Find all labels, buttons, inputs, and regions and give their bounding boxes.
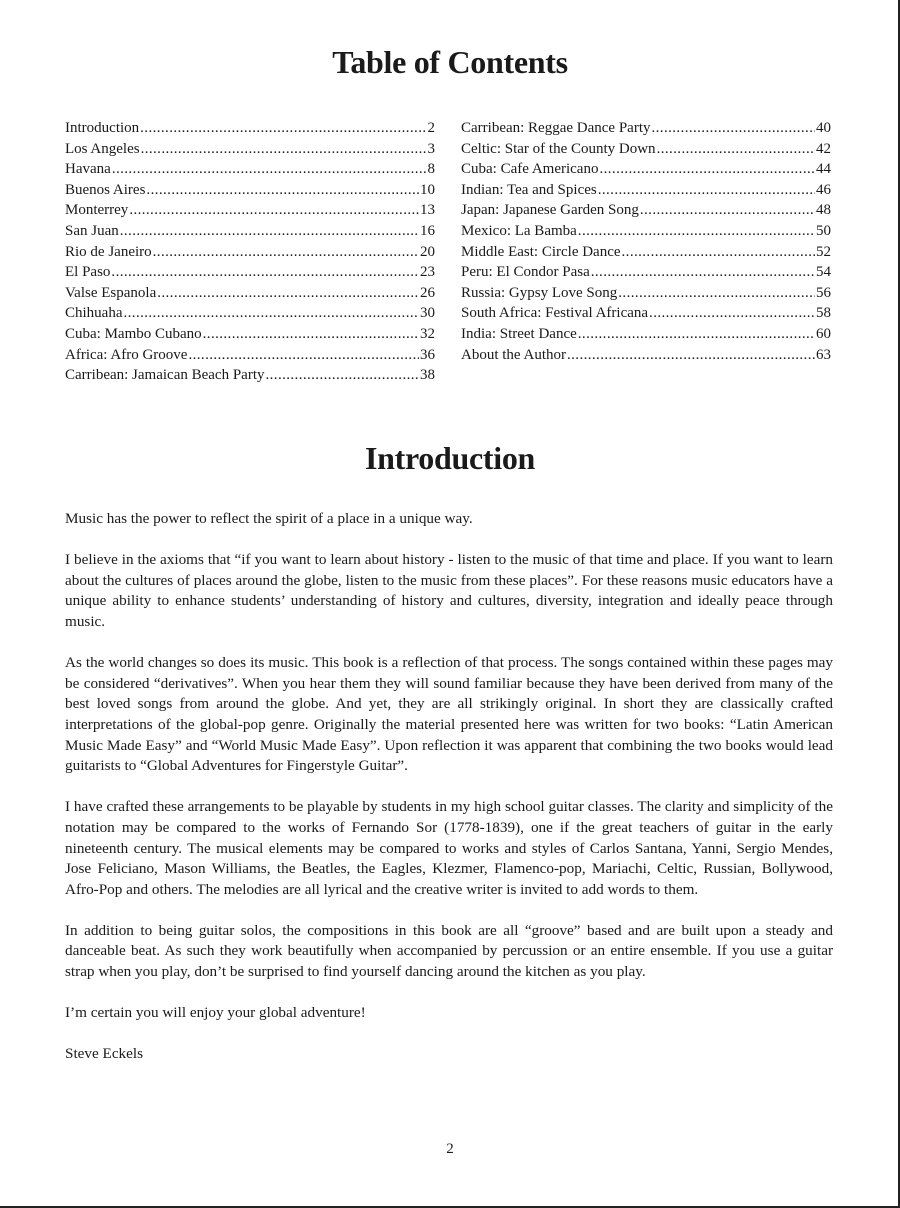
table-of-contents (65, 118, 831, 386)
toc-entry-title: India: Street Dance (461, 325, 577, 342)
toc-entry[interactable] (65, 303, 435, 324)
toc-entry-page: 63 (816, 346, 831, 363)
toc-dot-leader (649, 303, 815, 324)
toc-entry-page: 40 (816, 120, 831, 136)
toc-entry[interactable] (461, 139, 831, 160)
toc-entry-title: Rio de Janeiro (65, 243, 152, 260)
toc-entry-page: 10 (420, 181, 435, 198)
toc-dot-leader (157, 283, 419, 304)
toc-entry[interactable] (461, 283, 831, 304)
intro-paragraph: I believe in the axioms that “if you want to learn about history - listen to the music of that time and place. If you want to learn about the cultures of places around the globe, listen to the music from these places”. For these reasons music educators have a unique ability to enhance students’ understanding of history and cultures, diversity, integration and ideally peace through music. (65, 551, 833, 630)
toc-dot-leader (112, 159, 427, 180)
toc-entry[interactable] (461, 345, 831, 366)
toc-entry-page: 2 (427, 120, 435, 136)
toc-entry-page: 36 (420, 346, 435, 363)
toc-entry[interactable] (65, 345, 435, 366)
author-signature: Steve Eckels (65, 1045, 144, 1063)
toc-entry[interactable] (65, 262, 435, 283)
toc-dot-leader (129, 200, 419, 221)
introduction-body (65, 509, 833, 1086)
toc-heading: Table of Contents (332, 44, 568, 80)
intro-paragraph: I have crafted these arrangements to be playable by students in my high school guitar classes. The clarity and simplicity of the notation may be compared to the works of Fernando Sor (1778-1839), one if the great teachers of guitar in the early nineteenth century. The musical elements may be compared to works and styles of Carlos Santana, Yanni, Sergio Mendes, Jose Feliciano, Mason Williams, the Beatles, the Eagles, Klezmer, Flamenco-pop, Mariachi, Celtic, Russian, Bollywood, Afro-Pop and others. The melodies are all lyrical and the creative writer is invited to add words to them. (65, 798, 833, 898)
toc-entry[interactable] (461, 200, 831, 221)
page-number: 2 (446, 1141, 454, 1157)
toc-entry[interactable] (461, 180, 831, 201)
toc-entry-page: 26 (420, 284, 435, 301)
toc-entry-page: 54 (816, 264, 831, 281)
toc-entry-page: 20 (420, 243, 435, 260)
toc-dot-leader (599, 159, 815, 180)
toc-dot-leader (141, 139, 427, 160)
toc-entry-page: 50 (816, 222, 831, 239)
toc-entry-page: 23 (420, 264, 435, 281)
toc-entry-page: 56 (816, 284, 831, 301)
toc-column-right (461, 118, 831, 386)
toc-entry-title: Russia: Gypsy Love Song (461, 284, 618, 301)
toc-entry[interactable] (65, 180, 435, 201)
toc-entry-title: Japan: Japanese Garden Song (461, 202, 639, 219)
toc-dot-leader (203, 324, 419, 345)
toc-entry-title: About the Author (461, 346, 566, 363)
toc-dot-leader (146, 180, 419, 201)
toc-entry[interactable] (65, 139, 435, 160)
toc-dot-leader (652, 118, 816, 139)
toc-dot-leader (618, 283, 815, 304)
toc-entry[interactable] (65, 200, 435, 221)
toc-entry-page: 30 (420, 305, 435, 322)
toc-entry-page: 42 (816, 140, 831, 157)
intro-paragraph: I’m certain you will enjoy your global adventure! (65, 1004, 366, 1022)
toc-dot-leader (622, 242, 815, 263)
toc-dot-leader (153, 242, 419, 263)
toc-dot-leader (120, 221, 419, 242)
toc-entry-title: Carribean: Jamaican Beach Party (65, 367, 265, 384)
toc-entry[interactable] (461, 118, 831, 139)
toc-entry[interactable] (65, 159, 435, 180)
toc-entry-title: San Juan (65, 222, 119, 239)
toc-entry-title: Buenos Aires (65, 181, 146, 198)
toc-entry[interactable] (65, 118, 435, 139)
toc-dot-leader (124, 303, 420, 324)
toc-dot-leader (591, 262, 815, 283)
toc-entry-page: 38 (420, 367, 435, 384)
toc-entry[interactable] (461, 303, 831, 324)
toc-dot-leader (657, 139, 815, 160)
toc-dot-leader (578, 324, 815, 345)
toc-entry-title: Mexico: La Bamba (461, 222, 577, 239)
toc-entry-page: 3 (427, 140, 435, 157)
toc-entry-page: 46 (816, 181, 831, 198)
toc-entry-page: 32 (420, 325, 435, 342)
toc-entry-title: Africa: Afro Groove (65, 346, 188, 363)
toc-entry-title: Los Angeles (65, 140, 140, 157)
intro-paragraph: In addition to being guitar solos, the compositions in this book are all “groove” based and are built upon a steady and danceable beat. As such they work beautifully when accompanied by percussion or an entire ensemble. If you use a guitar strap when you play, don’t be surprised to find yourself dancing around the kitchen as you play. (65, 921, 833, 981)
toc-entry[interactable] (461, 324, 831, 345)
introduction-heading: Introduction (364, 440, 536, 476)
intro-paragraph: Music has the power to reflect the spirit of a place in a unique way. (65, 510, 473, 527)
toc-entry-title: Carribean: Reggae Dance Party (461, 120, 651, 136)
toc-entry-title: South Africa: Festival Africana (461, 305, 649, 322)
toc-dot-leader (140, 118, 426, 139)
toc-entry-page: 13 (420, 202, 435, 219)
toc-entry[interactable] (461, 262, 831, 283)
toc-entry[interactable] (65, 365, 435, 386)
toc-entry-page: 52 (816, 243, 831, 260)
toc-entry[interactable] (461, 159, 831, 180)
toc-dot-leader (188, 345, 419, 366)
toc-entry-title: Celtic: Star of the County Down (461, 140, 656, 157)
toc-entry-title: Chihuaha (65, 305, 123, 322)
toc-entry-page: 44 (816, 161, 831, 178)
toc-entry-page: 58 (816, 305, 831, 322)
toc-entry-page: 48 (816, 202, 831, 219)
toc-entry-title: Indian: Tea and Spices (461, 181, 597, 198)
toc-dot-leader (640, 200, 815, 221)
toc-entry-title: Peru: El Condor Pasa (461, 264, 590, 281)
toc-entry[interactable] (461, 242, 831, 263)
toc-entry[interactable] (65, 324, 435, 345)
toc-entry[interactable] (65, 221, 435, 242)
toc-entry-title: Cuba: Cafe Americano (461, 161, 599, 178)
intro-paragraph: As the world changes so does its music. This book is a reflection of that process. The songs contained within these pages may be considered “derivatives”. When you hear them they will sound familiar because they have been derived from many of the best loved songs from around the globe. And yet, they are all strikingly original. In short they are classically crafted interpretations of the global-pop genre. Originally the material presented here was written for two books: “Latin American Music Made Easy” and “World Music Made Easy”. Upon reflection it was apparent that combining the two books would lead guitarists to “Global Adventures for Fingerstyle Guitar”. (65, 654, 833, 775)
toc-column-left (65, 118, 435, 386)
toc-entry-title: Havana (65, 161, 111, 178)
toc-dot-leader (578, 221, 815, 242)
toc-entry-title: Valse Espanola (65, 284, 157, 301)
toc-entry[interactable] (65, 283, 435, 304)
toc-entry-title: Introduction (65, 120, 140, 136)
toc-dot-leader (598, 180, 815, 201)
toc-dot-leader (567, 345, 815, 366)
toc-entry-page: 60 (816, 325, 831, 342)
toc-entry[interactable] (65, 242, 435, 263)
toc-entry-title: Cuba: Mambo Cubano (65, 325, 202, 342)
toc-entry-page: 8 (427, 161, 435, 178)
toc-entry-title: El Paso (65, 264, 111, 281)
toc-entry-title: Middle East: Circle Dance (461, 243, 621, 260)
toc-entry[interactable] (461, 221, 831, 242)
toc-entry-page: 16 (420, 222, 435, 239)
toc-dot-leader (266, 365, 420, 386)
toc-dot-leader (111, 262, 419, 283)
toc-entry-title: Monterrey (65, 202, 129, 219)
